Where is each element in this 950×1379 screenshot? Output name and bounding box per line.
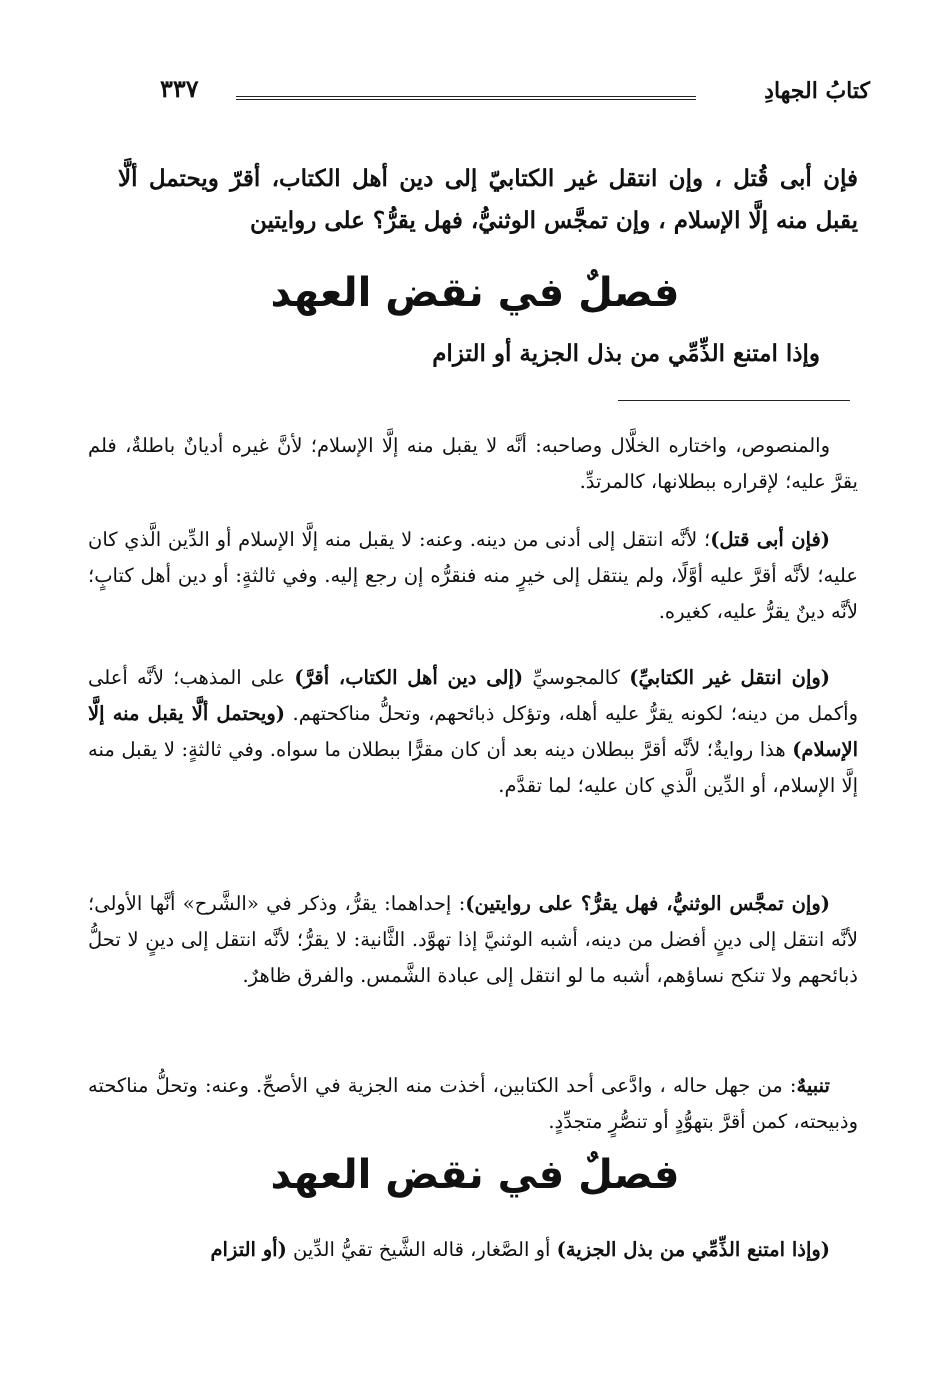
commentary-text: والمنصوص، واختاره الخلَّال وصاحبه: أنَّه لا يقبل منه إلَّا الإسلام؛ لأنَّ غيره أديانٌ باطلةٌ، فلم يقرَّ عليه؛ لإقراره ببطلانها، كالمرتدِّ. xyxy=(88,434,858,493)
commentary-paragraph xyxy=(88,660,858,804)
footnote-separator xyxy=(618,400,850,401)
quoted-matn: (إلى دين أهل الكتاب، أقرَّ) xyxy=(294,666,524,689)
matn-text-continued: وإذا امتنع الذِّمِّي من بذل الجزية أو التزام xyxy=(432,340,820,367)
commentary-paragraph xyxy=(88,886,858,994)
chapter-heading: فصلٌ في نقض العهد xyxy=(270,270,680,316)
header-rule xyxy=(236,96,696,100)
commentary-text: : إحداهما: يقرُّ، وذكر في «الشَّرح» أنَّها الأولى؛ لأنَّه انتقل إلى دينٍ أفضل من دينه، أشبه الوثنيَّ إذا تهوَّد. الثَّانية: لا يقرُّ؛ لأنَّه انتقل إلى دينٍ لا تحلُّ ذبائحهم ولا تنكح نساؤهم، أشبه ما لو انتقل إلى عبادة الشَّمس. والفرق ظاهرٌ. xyxy=(88,892,858,987)
book-title: كتابُ الجهادِ xyxy=(764,78,870,104)
running-head xyxy=(0,72,950,112)
quoted-matn: (ويحتمل ألَّا يقبل منه إلَّا الإسلام) xyxy=(88,702,858,761)
chapter-heading: فصلٌ في نقض العهد xyxy=(270,1152,680,1198)
commentary-text: هذا روايةٌ؛ لأنَّه أقرَّ ببطلان دينه بعد أن كان مقرًّا ببطلان ما سواه. وفي ثالثةٍ: لا يقبل منه إلَّا الإسلام، أو الدِّين الَّذي كان عليه؛ لما تقدَّم. xyxy=(88,738,858,797)
commentary-paragraph xyxy=(88,1068,858,1140)
quoted-matn: (وإن انتقل غير الكتابيِّ) xyxy=(629,666,831,689)
commentary-paragraph xyxy=(88,1232,858,1268)
quoted-matn: (وإن تمجَّس الوثنيُّ، فهل يقرُّ؟ على روايتين) xyxy=(465,892,830,915)
note-label: تنبيهٌ xyxy=(796,1074,830,1097)
quoted-matn: (وإذا امتنع الذِّمِّي من بذل الجزية) xyxy=(556,1238,830,1261)
commentary-text: أو الصَّغار، قاله الشَّيخ تقيُّ الدِّين xyxy=(286,1238,557,1261)
commentary-text: : من جهل حاله ، وادَّعى أحد الكتابين، أخذت منه الجزية في الأصحِّ. وعنه: وتحلُّ مناكحته وذبيحته، كمن أقرَّ بتهوُّدٍ أو تنصُّرٍ متجدِّدٍ. xyxy=(88,1074,858,1133)
quoted-matn: (فإن أبى قتل) xyxy=(710,528,831,551)
quoted-matn: (أو التزام xyxy=(210,1238,287,1261)
commentary-text: ؛ لأنَّه انتقل إلى أدنى من دينه. وعنه: لا يقبل منه إلَّا الإسلام أو الدِّين الَّذي كان عليه؛ لأنَّه أقرَّ عليه أوَّلًا، ولم ينتقل إلى خيرٍ منه فنقرُّه إن رجع إليه. وفي ثالثةٍ: أو دين أهل كتابٍ؛ لأنَّه دينٌ يقرُّ عليه، كغيره. xyxy=(88,528,858,623)
commentary-text: كالمجوسيِّ xyxy=(523,666,630,689)
commentary-paragraph xyxy=(88,428,858,500)
commentary-text: على المذهب؛ لأنَّه أعلى وأكمل من دينه؛ لكونه يقرُّ عليه أهله، وتؤكل ذبائحهم، وتحلُّ مناكحتهم. xyxy=(88,666,858,725)
matn-text: فإن أبى قُتل ، وإن انتقل غير الكتابيّ إلى دين أهل الكتاب، أقرّ ويحتمل ألَّا يقبل منه إلَّا الإسلام ، وإن تمجَّس الوثنيُّ، فهل يقرُّ؟ على روايتين xyxy=(118,165,858,234)
commentary-paragraph xyxy=(88,522,858,630)
page-number: ٣٣٧ xyxy=(160,74,199,103)
